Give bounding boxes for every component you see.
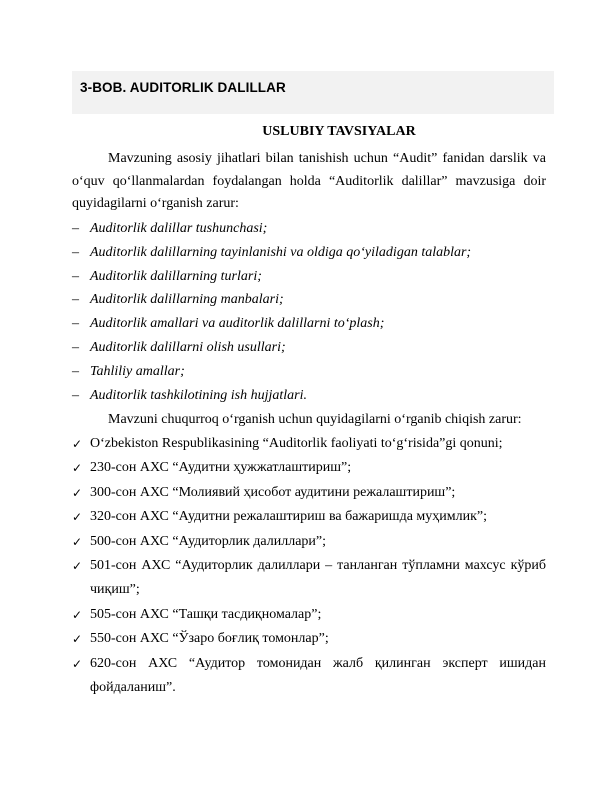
list-item [72,265,546,289]
source-text: 550-сон АХС “Ўзаро боғлиқ томонлар”; [90,631,329,647]
list-item [72,627,546,651]
list-item [72,530,546,554]
topics-list [72,217,546,407]
list-item [72,432,546,456]
list-item [72,360,546,384]
checkmark-icon: ✓ [72,534,83,549]
list-item [72,603,546,627]
topic-text: Auditorlik dalillarning turlari; [90,268,262,284]
dash-bullet-icon: – [72,244,79,260]
dash-bullet-icon: – [72,339,79,355]
checkmark-icon: ✓ [72,656,83,671]
topic-text: Auditorlik dalillar tushunchasi; [90,221,268,236]
checkmark-icon: ✓ [72,607,83,622]
checkmark-icon: ✓ [72,437,83,451]
topic-text: Tahliliy amallar; [90,363,185,379]
checkmark-icon: ✓ [72,632,83,647]
list-item [72,456,546,480]
list-item [72,217,546,241]
checkmark-icon: ✓ [72,510,83,525]
dash-bullet-icon: – [72,268,79,284]
topic-text: Auditorlik dalillarning manbalari; [90,292,284,308]
checkmark-icon: ✓ [72,461,83,476]
source-text: 620-сон АХС “Аудитор томонидан жалб қилинган эксперт ишидан [90,655,546,671]
sources-paragraph: Mavzuni chuqurroq o‘rganish uchun quyidagilarni o‘rganib chiqish zarur: [108,412,522,427]
source-text: 500-сон АХС “Аудиторлик далиллари”; [90,533,327,549]
list-item [72,554,546,603]
sources-list [72,432,546,700]
dash-bullet-icon: – [72,363,79,379]
source-text: O‘zbekiston Respublikasining “Auditorlik faoliyati to‘g‘risida”gi qonuni; [90,436,503,451]
source-text-continued: фойдаланиш”. [90,680,176,696]
chapter-title: 3-BOB. AUDITORLIK DALILLAR [80,80,286,95]
source-text: 230-сон АХС “Аудитни ҳужжатлаштириш”; [90,460,352,476]
dash-bullet-icon: – [72,221,79,236]
section-title: USLUBIY TAVSIYALAR [262,124,416,139]
topic-text: Auditorlik dalillarning tayinlanishi va oldiga qo‘yiladigan talablar; [90,244,472,260]
topic-text: Auditorlik amallari va auditorlik dalillarni to‘plash; [90,316,385,332]
list-item [72,384,546,408]
source-text: 300-сон АХС “Молиявий ҳисобот аудитини режалаштириш”; [90,484,456,500]
list-item [72,288,546,312]
list-item [72,505,546,529]
list-item [72,652,546,701]
topic-text: Auditorlik tashkilotining ish hujjatlari. [90,387,308,403]
list-item [72,336,546,360]
list-item [72,481,546,505]
source-text: 320-сон АХС “Аудитни режалаштириш ва бажаришда муҳимлик”; [90,509,488,525]
dash-bullet-icon: – [72,316,79,332]
checkmark-icon: ✓ [72,485,83,500]
source-text-continued: чиқиш”; [90,582,140,598]
source-text: 501-сон АХС “Аудиторлик далиллари – танланган тўпламни махсус кўриб [90,558,546,574]
dash-bullet-icon: – [72,387,79,403]
list-item [72,312,546,336]
checkmark-icon: ✓ [72,559,83,574]
source-text: 505-сон АХС “Ташқи тасдиқномалар”; [90,606,322,622]
topic-text: Auditorlik dalillarni olish usullari; [90,339,286,355]
dash-bullet-icon: – [72,292,79,308]
list-item [72,241,546,265]
chapter-header [72,71,554,114]
intro-paragraph: Mavzuning asosiy jihatlari bilan tanishish uchun “Audit” fanidan darslik va o‘quv qo‘llanmalardan foydalangan holda “Auditorlik dalillar” mavzusiga doir quyidagilarni o‘rganish zarur: [72,151,546,211]
